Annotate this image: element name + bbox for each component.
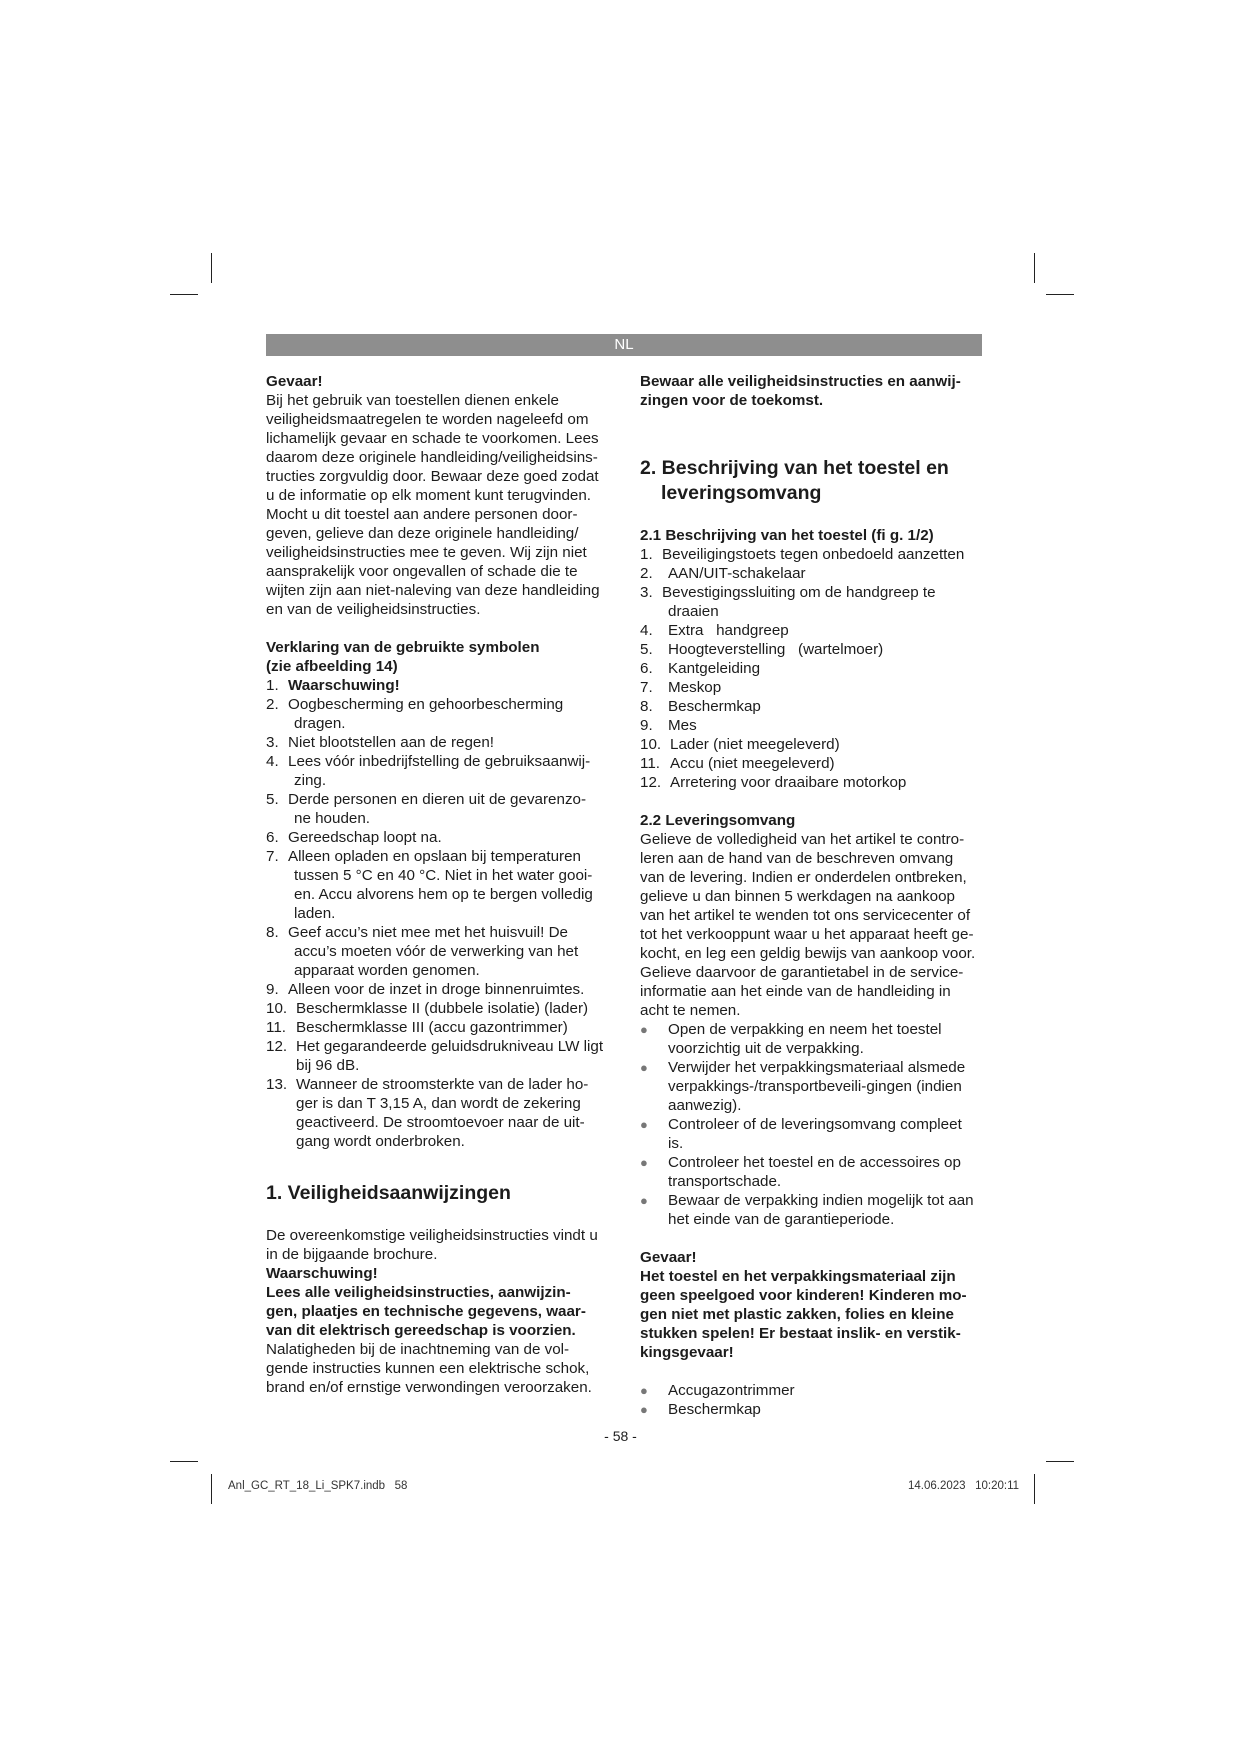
list-item: 1. Waarschuwing! bbox=[266, 677, 400, 694]
language-bar: NL bbox=[266, 334, 982, 356]
crop-mark bbox=[211, 253, 212, 283]
list-item: 10. Lader (niet meegeleverd) bbox=[640, 736, 840, 753]
list-item: 9. Mes bbox=[640, 717, 697, 734]
delivery-paragraph: Gelieve de volledigheid van het artikel te contro- leren aan de hand van de beschreven omvang van de levering. Indien er onderdelen ontbreken, gelieve u dan binnen 5 werkdagen na aankoop van het artikel te wenden tot ons servicecenter of tot het verkooppunt waar u het apparaat heeft ge- kocht, en leg een geldig bewijs van aankoop voor. Gelieve daarvoor de garantietabel in de service- informatie aan het einde van de handleiding in acht te nemen. bbox=[640, 831, 976, 1019]
subsection-2-1-heading: 2.1 Beschrijving van het toestel (fi g. 1/2) bbox=[640, 527, 934, 544]
bullet-icon: ● bbox=[640, 1402, 648, 1417]
list-item: 2. AAN/UIT-schakelaar bbox=[640, 565, 806, 582]
bullet-icon: ● bbox=[640, 1022, 648, 1037]
bullet-icon: ● bbox=[640, 1383, 648, 1398]
list-item: 9. Alleen voor de inzet in droge binnenruimtes. bbox=[266, 981, 585, 998]
list-item: 12. Arretering voor draaibare motorkop bbox=[640, 774, 907, 791]
list-item: 2. Oogbescherming en gehoorbescherming dragen. bbox=[266, 696, 564, 732]
left-column bbox=[266, 372, 616, 1397]
section1-heading: 1. Veiligheidsaanwijzingen bbox=[266, 1182, 511, 1204]
page-number: - 58 - bbox=[604, 1428, 637, 1444]
bullet-icon: ● bbox=[640, 1117, 648, 1132]
crop-mark bbox=[170, 1461, 198, 1462]
list-item: ● Verwijder het verpakkingsmateriaal alsmede verpakkings-/transportbeveili-gingen (indien aanwezig). bbox=[640, 1059, 966, 1114]
subsection-2-2-heading: 2.2 Leveringsomvang bbox=[640, 812, 796, 829]
list-item: ● Controleer of de leveringsomvang compleet is. bbox=[640, 1116, 962, 1152]
section1-intro: De overeenkomstige veiligheidsinstructies vindt u in de bijgaande brochure. bbox=[266, 1227, 598, 1263]
list-item: 4. Lees vóór inbedrijfstelling de gebruiksaanwij- zing. bbox=[266, 753, 591, 789]
list-item: 11. Beschermklasse III (accu gazontrimmer) bbox=[266, 1019, 568, 1036]
crop-mark bbox=[1046, 294, 1074, 295]
list-item: 6. Kantgeleiding bbox=[640, 660, 761, 677]
list-item: 5. Hoogteverstelling (wartelmoer) bbox=[640, 641, 884, 658]
bullet-icon: ● bbox=[640, 1155, 648, 1170]
bullet-icon: ● bbox=[640, 1060, 648, 1075]
list-item: 3. Niet blootstellen aan de regen! bbox=[266, 734, 495, 751]
danger2-text: Het toestel en het verpakkingsmateriaal zijn geen speelgoed voor kinderen! Kinderen mo- gen niet met plastic zakken, folies en kleine stukken spelen! Er bestaat inslik- en verstik- kingsgevaar! bbox=[640, 1268, 967, 1361]
section2-heading: 2. Beschrijving van het toestel en leveringsomvang bbox=[640, 457, 949, 504]
symbols-list bbox=[266, 676, 616, 1151]
list-item: ● Beschermkap bbox=[640, 1401, 761, 1418]
warning-bold-text: Lees alle veiligheidsinstructies, aanwijzin- gen, plaatjes en technische gegevens, waar- van dit elektrisch gereedschap is voorzien. bbox=[266, 1284, 586, 1339]
list-item: 7. Meskop bbox=[640, 679, 722, 696]
list-item: 6. Gereedschap loopt na. bbox=[266, 829, 442, 846]
checklist bbox=[640, 1020, 985, 1229]
crop-mark bbox=[1034, 253, 1035, 283]
list-item: 5. Derde personen en dieren uit de gevarenzo- ne houden. bbox=[266, 791, 587, 827]
warning-title: Waarschuwing! bbox=[266, 1265, 378, 1282]
list-item: 8. Beschermkap bbox=[640, 698, 761, 715]
list-item: 4. Extra handgreep bbox=[640, 622, 789, 639]
keep-instructions-note: Bewaar alle veiligheidsinstructies en aanwij- zingen voor de toekomst. bbox=[640, 373, 961, 409]
list-item: 3. Bevestigingssluiting om de handgreep te draaien bbox=[640, 584, 936, 620]
crop-mark bbox=[170, 294, 198, 295]
symbols-heading: Verklaring van de gebruikte symbolen (zie afbeelding 14) bbox=[266, 639, 540, 675]
list-item: 1. Beveiligingstoets tegen onbedoeld aanzetten bbox=[640, 546, 965, 563]
list-item: 7. Alleen opladen en opslaan bij temperaturen tussen 5 °C en 40 °C. Niet in het water gooi- en. Accu alvorens hem op te bergen volledig laden. bbox=[266, 848, 593, 922]
danger2-title: Gevaar! bbox=[640, 1249, 697, 1266]
contents-list bbox=[640, 1381, 985, 1419]
crop-mark bbox=[211, 1474, 212, 1504]
danger-paragraph: Bij het gebruik van toestellen dienen enkele veiligheidsmaatregelen te worden nageleefd om lichamelijk gevaar en schade te voorkomen. Lees daarom deze originele handleiding/veiligheidsins- tructies zorgvuldig door. Bewaar deze goed zodat u de informatie op elk moment kunt terugvinden. Mocht u dit toestel aan andere personen door- geven, gelieve dan deze originele handleiding/ veiligheidsinstructies mee te geven. Wij zijn niet aansprakelijk voor ongevallen of schade die te wijten zijn aan niet-naleving van deze handleiding en van de veiligheidsinstructies. bbox=[266, 392, 600, 618]
list-item: 11. Accu (niet meegeleverd) bbox=[640, 755, 835, 772]
list-item: ● Accugazontrimmer bbox=[640, 1382, 795, 1399]
list-item: 13. Wanneer de stroomsterkte van de lader ho- ger is dan T 3,15 A, dan wordt de zekering geactiveerd. De stroomtoevoer naar de uit- gang wordt onderbroken. bbox=[266, 1076, 589, 1150]
crop-mark bbox=[1034, 1474, 1035, 1504]
footer-file: Anl_GC_RT_18_Li_SPK7.indb 58 bbox=[228, 1480, 408, 1492]
list-item: 12. Het gegarandeerde geluidsdrukniveau LW ligt bij 96 dB. bbox=[266, 1038, 604, 1074]
right-column bbox=[640, 372, 985, 1419]
footer-date: 14.06.2023 10:20:11 bbox=[908, 1480, 1020, 1492]
danger-title: Gevaar! bbox=[266, 373, 323, 390]
bullet-icon: ● bbox=[640, 1193, 648, 1208]
parts-list bbox=[640, 545, 985, 792]
list-item: 8. Geef accu’s niet mee met het huisvuil! De accu’s moeten vóór de verwerking van het apparaat worden genomen. bbox=[266, 924, 579, 979]
list-item: ● Open de verpakking en neem het toestel voorzichtig uit de verpakking. bbox=[640, 1021, 942, 1057]
crop-mark bbox=[1046, 1461, 1074, 1462]
warning-text: Nalatigheden bij de inachtneming van de vol- gende instructies kunnen een elektrische schok, brand en/of ernstige verwondingen veroorzaken. bbox=[266, 1341, 592, 1396]
list-item: ● Bewaar de verpakking indien mogelijk tot aan het einde van de garantieperiode. bbox=[640, 1192, 974, 1228]
list-item: 10. Beschermklasse II (dubbele isolatie) (lader) bbox=[266, 1000, 589, 1017]
list-item: ● Controleer het toestel en de accessoires op transportschade. bbox=[640, 1154, 961, 1190]
